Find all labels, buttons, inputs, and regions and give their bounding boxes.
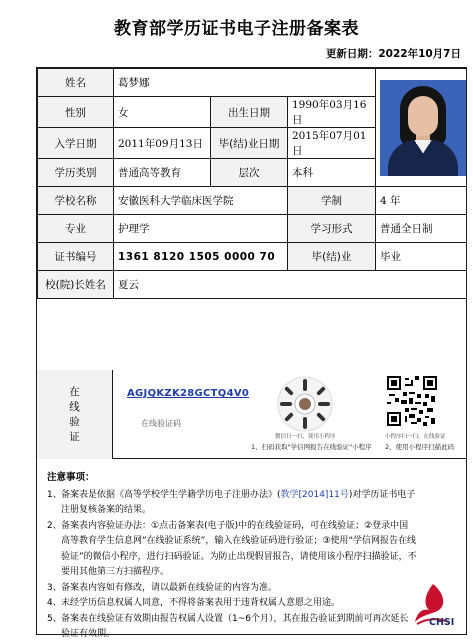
result-value: 毕业 [376,243,467,271]
note-text [61,488,417,519]
photo-cell [376,69,467,187]
update-date: 更新日期：2022年10月7日 [325,48,461,60]
record-sheet [36,67,467,639]
major-label: 专业 [38,215,114,243]
note-1-text-a: 备案表是依据《高等学校学生学籍学历电子注册办法》( [61,489,281,500]
note-item [47,612,417,640]
record-table [37,68,467,299]
verify-code-caption: 在线验证码 [141,419,181,428]
chsi-logo-text: CHSI [429,617,455,628]
president-value: 夏云 [114,271,467,299]
grad-label: 毕(结)业日期 [211,128,288,159]
note-item [47,581,417,597]
online-verify-section [37,370,466,459]
form-label: 学习形式 [288,215,376,243]
student-photo [380,80,466,176]
note-1-text-b: )对学历证书电子注册复核备案的结果。 [61,489,416,515]
note-text: 备案表内容验证办法：①点击备案表(电子版)中的在线验证码，可在线验证；②登录中国高等教育学生信息网“在线验证系统”，输入在线验证码进行验证；③使用“学信网报告在线验证”的微信小程序，进行扫码验证。为防止出现假冒报告，请使用该小程序扫描验证，不要用其他第三方扫描程序。 [61,520,417,577]
duration-value: 4 年 [376,187,467,215]
verify-label: 在线验证 [69,385,80,443]
cert-value: 1361 8120 1505 0000 70 [114,243,288,271]
cert-label: 证书编号 [38,243,114,271]
major-value: 护理学 [114,215,288,243]
note-number: 2、 [47,520,62,531]
page-title: 教育部学历证书电子注册备案表 [114,19,359,39]
category-label: 学历类别 [38,159,114,187]
birth-value: 1990年03月16日 [288,97,376,128]
level-label: 层次 [211,159,288,187]
grad-value: 2015年07月01日 [288,128,376,159]
mini-program-code-icon[interactable] [277,376,333,432]
note-number: 3、 [47,582,62,593]
note-text: 未经学历信息权属人同意，不得将备案表用于违背权属人意愿之用途。 [61,598,341,608]
result-label: 毕(结)业 [288,243,376,271]
name-label: 姓名 [38,69,114,97]
mini-caption-step1: 1、扫码获取"学信网报告在线验证"小程序 [251,443,372,451]
note-text: 备案表在线验证有效期由报告权属人设置（1~6个月），其在报告验证到期前可再次延长验证有效期。 [61,613,409,639]
duration-label: 学制 [288,187,376,215]
gender-value: 女 [114,97,211,128]
mini-caption-scan: 微信扫一扫，使用小程序 [275,434,336,440]
notes-heading: 注意事项： [47,472,95,483]
enroll-value: 2011年09月13日 [114,128,211,159]
name-value: 葛梦娜 [114,69,376,97]
note-number: 5、 [47,613,62,624]
regulation-link[interactable]: 教学[2014]11号 [280,489,349,500]
birth-label: 出生日期 [211,97,288,128]
note-item [47,488,417,519]
note-item [47,519,417,581]
note-number: 4、 [47,598,62,608]
verify-label-cell [37,370,113,459]
verify-code-link[interactable]: AGJQKZK28GCTQ4V0 [127,388,250,399]
enroll-label: 入学日期 [38,128,114,159]
level-value: 本科 [288,159,376,187]
gender-label: 性别 [38,97,114,128]
school-label: 学校名称 [38,187,114,215]
note-text: 备案表内容如有修改，请以最新在线验证的内容为准。 [61,582,278,593]
note-item [47,596,417,612]
qr-caption-scan: 小程序扫一扫，在线验证 [385,434,446,440]
qr-caption-step2: 2、使用小程序扫描此码 [385,443,455,451]
president-label: 校(院)长姓名 [38,271,114,299]
notes-section [47,470,417,640]
qr-code-icon[interactable] [387,376,437,426]
form-value: 普通全日制 [376,215,467,243]
note-number: 1、 [47,489,62,500]
school-value: 安徽医科大学临床医学院 [114,187,288,215]
category-value: 普通高等教育 [114,159,211,187]
